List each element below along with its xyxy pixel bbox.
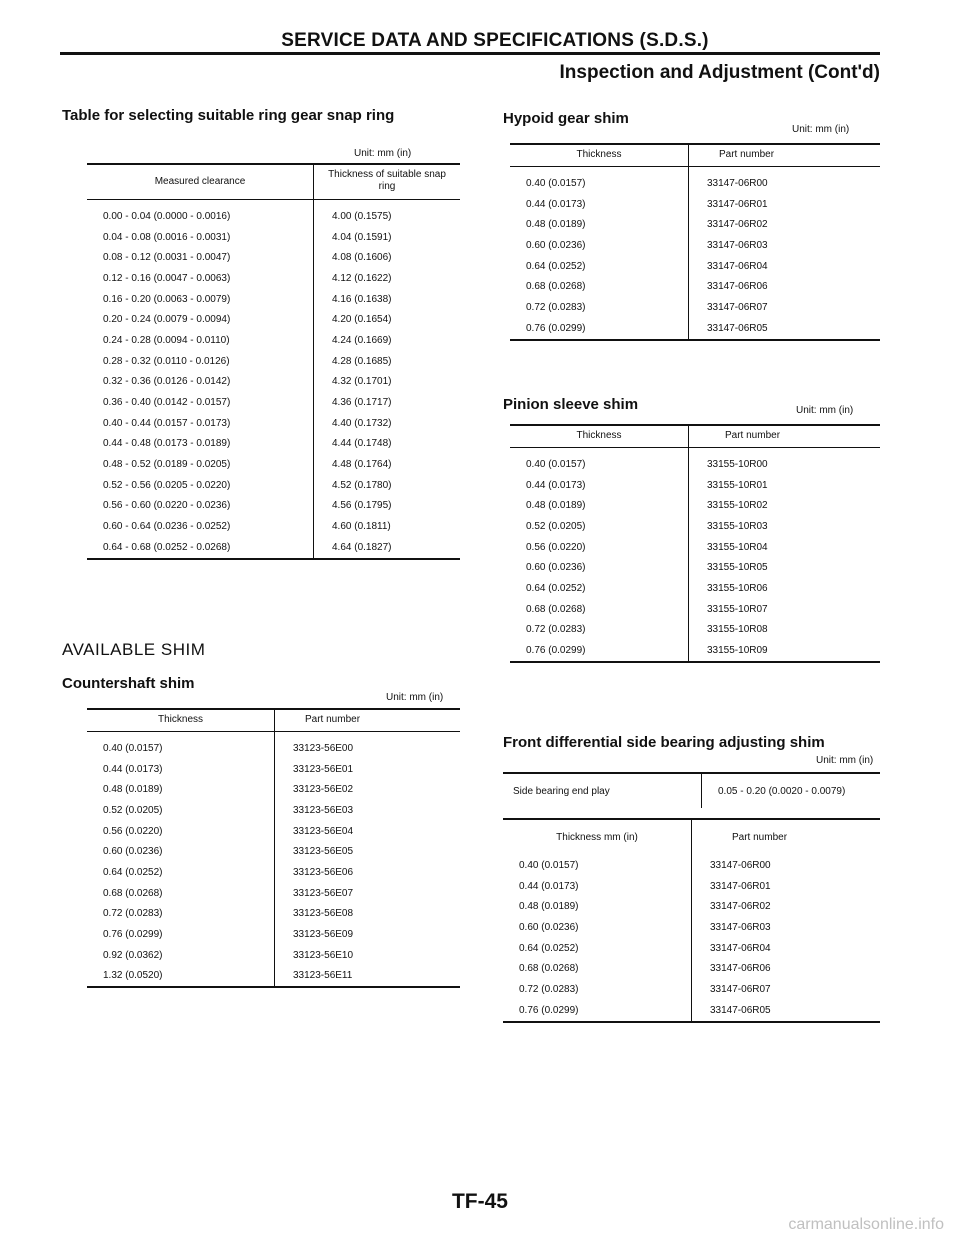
cell-col1: 0.68 (0.0268) [87, 883, 275, 904]
cell-col1: 0.60 (0.0236) [510, 235, 689, 256]
cell-col2: 33147-06R02 [707, 219, 768, 231]
available-shim-heading: AVAILABLE SHIM [62, 640, 206, 659]
cell-col2: 4.60 (0.1811) [332, 521, 391, 533]
cell-col2: 33155-10R08 [707, 624, 768, 636]
pinion-sleeve-unit: Unit: mm (in) [796, 405, 854, 416]
table-row [510, 214, 880, 235]
cell-col2: 4.52 (0.1780) [332, 479, 392, 491]
hypoid-shim-table [510, 143, 880, 341]
table-row [510, 620, 880, 641]
cell-col1: 0.44 (0.0173) [87, 759, 275, 780]
cell-col1: 0.20 - 0.24 (0.0079 - 0.0094) [87, 309, 314, 330]
table-row [503, 979, 880, 1000]
cell-col1: 0.40 (0.0157) [510, 167, 689, 194]
header-thickness: Thickness [510, 426, 689, 448]
cell-col2: 33147-06R01 [707, 198, 768, 210]
table-row [503, 1000, 880, 1021]
cell-col2: 33147-06R00 [710, 859, 771, 871]
cell-col2: 33147-06R04 [710, 942, 771, 954]
cell-col1: 0.16 - 0.20 (0.0063 - 0.0079) [87, 289, 314, 310]
cell-col2: 33155-10R07 [707, 603, 768, 615]
cell-col2: 33147-06R03 [707, 239, 768, 251]
cell-col1: 0.76 (0.0299) [510, 640, 689, 661]
cell-col1: 0.60 (0.0236) [87, 841, 275, 862]
cell-col2: 4.24 (0.1669) [332, 334, 392, 346]
table-row [87, 351, 460, 372]
header-snap-ring-thickness: Thickness of suitable snap ring [314, 165, 461, 200]
table-row [87, 862, 460, 883]
cell-col2: 33147-06R05 [710, 1004, 771, 1016]
cell-col1: 1.32 (0.0520) [87, 966, 275, 987]
cell-col1: 0.12 - 0.16 (0.0047 - 0.0063) [87, 268, 314, 289]
cell-col1: 0.72 (0.0283) [510, 297, 689, 318]
hypoid-shim-title: Hypoid gear shim [503, 110, 629, 127]
front-diff-shim-table-body [503, 849, 880, 1021]
watermark: carmanualsonline.info [788, 1216, 944, 1233]
table-row [87, 372, 460, 393]
snap-ring-table [87, 163, 460, 560]
cell-col2: 33147-06R01 [710, 880, 771, 892]
cell-col1: 0.48 (0.0189) [510, 495, 689, 516]
cell-col1: 0.48 (0.0189) [87, 779, 275, 800]
cell-col2: 33147-06R04 [707, 260, 768, 272]
table-row [87, 924, 460, 945]
cell-col1: 0.08 - 0.12 (0.0031 - 0.0047) [87, 247, 314, 268]
cell-col1: 0.56 - 0.60 (0.0220 - 0.0236) [87, 496, 314, 517]
cell-col2: 4.16 (0.1638) [332, 293, 392, 305]
table-row [87, 268, 460, 289]
table-row [87, 821, 460, 842]
header-part-number: Part number [275, 710, 461, 732]
cell-col1: 0.04 - 0.08 (0.0016 - 0.0031) [87, 227, 314, 248]
table-row [510, 475, 880, 496]
table-row [87, 227, 460, 248]
table-row [510, 640, 880, 661]
table-row [503, 876, 880, 897]
cell-col1: 0.64 (0.0252) [87, 862, 275, 883]
table-row [87, 496, 460, 517]
cell-col1: 0.52 (0.0205) [87, 800, 275, 821]
table-row [87, 732, 460, 759]
table-row [87, 779, 460, 800]
table-row [87, 945, 460, 966]
cell-col2: 33147-06R06 [710, 963, 771, 975]
snap-ring-unit: Unit: mm (in) [354, 148, 412, 159]
cell-col1: 0.44 (0.0173) [510, 194, 689, 215]
cell-col2: 4.32 (0.1701) [332, 376, 392, 388]
cell-col2: 33123-56E09 [293, 929, 354, 941]
table-row [87, 454, 460, 475]
cell-col2: 33155-10R02 [707, 500, 768, 512]
cell-col1: 0.36 - 0.40 (0.0142 - 0.0157) [87, 392, 314, 413]
cell-col2: 4.28 (0.1685) [332, 355, 392, 367]
cell-col1: 0.52 (0.0205) [510, 516, 689, 537]
page-number: TF-45 [451, 1190, 508, 1213]
cell-col2: 33155-10R01 [707, 479, 768, 491]
table-row [87, 800, 460, 821]
cell-col1: 0.28 - 0.32 (0.0110 - 0.0126) [87, 351, 314, 372]
table-row [510, 599, 880, 620]
table-row [510, 318, 880, 339]
table-row [87, 537, 460, 558]
cell-col2: 33147-06R03 [710, 921, 771, 933]
cell-col1: 0.32 - 0.36 (0.0126 - 0.0142) [87, 372, 314, 393]
hypoid-unit: Unit: mm (in) [792, 124, 850, 135]
cell-col1: 0.24 - 0.28 (0.0094 - 0.0110) [87, 330, 314, 351]
page-header-title: SERVICE DATA AND SPECIFICATIONS (S.D.S.) [281, 30, 709, 51]
table-row [87, 289, 460, 310]
table-row [87, 475, 460, 496]
cell-col2: 4.04 (0.1591) [332, 231, 392, 243]
snap-ring-table-body [87, 200, 460, 558]
cell-col2: 33123-56E05 [293, 846, 354, 858]
header-measured-clearance: Measured clearance [87, 165, 314, 200]
cell-col1: 0.40 - 0.44 (0.0157 - 0.0173) [87, 413, 314, 434]
cell-col2: 33123-56E00 [293, 742, 354, 754]
cell-col1: 0.60 (0.0236) [503, 917, 692, 938]
front-diff-shim-table [503, 818, 880, 1023]
table-row [87, 966, 460, 987]
table-row [510, 448, 880, 475]
page-subtitle: Inspection and Adjustment (Cont'd) [559, 62, 880, 83]
cell-col2: 4.48 (0.1764) [332, 459, 392, 471]
table-row [510, 297, 880, 318]
cell-col2: 33155-10R09 [707, 645, 768, 657]
cell-col1: 0.76 (0.0299) [510, 318, 689, 339]
cell-col1: 0.72 (0.0283) [510, 620, 689, 641]
cell-col1: 0.48 (0.0189) [503, 896, 692, 917]
cell-col1: 0.40 (0.0157) [503, 849, 692, 876]
cell-col2: 33147-06R02 [710, 901, 771, 913]
cell-col2: 4.00 (0.1575) [332, 210, 392, 222]
table-row [503, 896, 880, 917]
snap-ring-table-title: Table for selecting suitable ring gear snap ring [62, 107, 395, 124]
table-row [87, 200, 460, 227]
cell-col2: 33123-56E01 [293, 763, 354, 775]
cell-col2: 33123-56E11 [293, 970, 353, 982]
table-row [510, 516, 880, 537]
cell-col1: 0.64 (0.0252) [510, 256, 689, 277]
cell-col1: 0.48 (0.0189) [510, 214, 689, 235]
table-row [510, 537, 880, 558]
header-part-number: Part number [689, 426, 881, 448]
cell-col1: 0.64 (0.0252) [510, 578, 689, 599]
table-row [510, 557, 880, 578]
cell-col2: 4.36 (0.1717) [332, 397, 392, 409]
cell-col2: 33155-10R04 [707, 541, 768, 553]
cell-col2: 4.44 (0.1748) [332, 438, 392, 450]
cell-col2: 33147-06R05 [707, 322, 768, 334]
end-play-row [503, 772, 880, 808]
table-row [87, 434, 460, 455]
table-row [503, 938, 880, 959]
header-thickness: Thickness [510, 145, 689, 167]
cell-col2: 33155-10R05 [707, 562, 768, 574]
hypoid-shim-table-body [510, 167, 880, 339]
cell-col2: 4.08 (0.1606) [332, 252, 392, 264]
cell-col2: 33155-10R06 [707, 582, 768, 594]
cell-col1: 0.76 (0.0299) [503, 1000, 692, 1021]
header-rule [60, 52, 880, 55]
cell-col1: 0.72 (0.0283) [87, 904, 275, 925]
countershaft-shim-table [87, 708, 460, 988]
cell-col1: 0.56 (0.0220) [87, 821, 275, 842]
table-row [87, 759, 460, 780]
end-play-value: 0.05 - 0.20 (0.0020 - 0.0079) [718, 786, 846, 797]
countershaft-shim-table-body [87, 732, 460, 987]
end-play-label: Side bearing end play [503, 774, 702, 808]
pinion-sleeve-shim-table-body [510, 448, 880, 661]
table-row [510, 495, 880, 516]
cell-col2: 4.20 (0.1654) [332, 314, 392, 326]
table-row [87, 330, 460, 351]
cell-col2: 33155-10R00 [707, 458, 768, 470]
table-row [87, 392, 460, 413]
front-diff-shim-title: Front differential side bearing adjusting shim [503, 734, 825, 751]
cell-col1: 0.44 - 0.48 (0.0173 - 0.0189) [87, 434, 314, 455]
table-row [87, 841, 460, 862]
cell-col2: 4.12 (0.1622) [332, 272, 392, 284]
cell-col2: 4.40 (0.1732) [332, 417, 392, 429]
cell-col2: 33123-56E07 [293, 887, 354, 899]
cell-col1: 0.72 (0.0283) [503, 979, 692, 1000]
cell-col1: 0.64 (0.0252) [503, 938, 692, 959]
cell-col1: 0.00 - 0.04 (0.0000 - 0.0016) [87, 200, 314, 227]
table-row [87, 247, 460, 268]
cell-col2: 33147-06R06 [707, 281, 768, 293]
table-row [510, 276, 880, 297]
cell-col1: 0.76 (0.0299) [87, 924, 275, 945]
cell-col1: 0.52 - 0.56 (0.0205 - 0.0220) [87, 475, 314, 496]
cell-col2: 33147-06R07 [707, 301, 768, 313]
cell-col1: 0.44 (0.0173) [503, 876, 692, 897]
pinion-sleeve-shim-table [510, 424, 880, 663]
cell-col1: 0.64 - 0.68 (0.0252 - 0.0268) [87, 537, 314, 558]
cell-col1: 0.44 (0.0173) [510, 475, 689, 496]
table-row [503, 849, 880, 876]
table-row [510, 167, 880, 194]
cell-col2: 33123-56E03 [293, 804, 354, 816]
cell-col2: 33155-10R03 [707, 520, 768, 532]
cell-col1: 0.92 (0.0362) [87, 945, 275, 966]
cell-col1: 0.48 - 0.52 (0.0189 - 0.0205) [87, 454, 314, 475]
table-row [87, 413, 460, 434]
table-row [87, 516, 460, 537]
header-part-number: Part number [732, 832, 788, 843]
cell-col1: 0.68 (0.0268) [510, 276, 689, 297]
cell-col1: 0.68 (0.0268) [510, 599, 689, 620]
front-diff-unit: Unit: mm (in) [816, 755, 874, 766]
cell-col2: 33123-56E02 [293, 784, 354, 796]
cell-col1: 0.40 (0.0157) [87, 732, 275, 759]
header-thickness: Thickness mm (in) [503, 820, 692, 849]
table-row [510, 194, 880, 215]
table-row [510, 578, 880, 599]
cell-col2: 4.64 (0.1827) [332, 541, 392, 553]
cell-col2: 33123-56E10 [293, 949, 354, 961]
cell-col2: 33123-56E04 [293, 825, 354, 837]
table-row [510, 256, 880, 277]
table-row [503, 917, 880, 938]
cell-col1: 0.68 (0.0268) [503, 958, 692, 979]
cell-col2: 33123-56E06 [293, 866, 354, 878]
table-row [503, 958, 880, 979]
table-row [510, 235, 880, 256]
header-part-number: Part number [689, 145, 881, 167]
table-row [87, 904, 460, 925]
countershaft-shim-title: Countershaft shim [62, 675, 195, 692]
table-row [87, 309, 460, 330]
cell-col1: 0.56 (0.0220) [510, 537, 689, 558]
cell-col2: 33147-06R00 [707, 177, 768, 189]
table-row [87, 883, 460, 904]
cell-col1: 0.60 (0.0236) [510, 557, 689, 578]
cell-col1: 0.60 - 0.64 (0.0236 - 0.0252) [87, 516, 314, 537]
header-thickness: Thickness [87, 710, 275, 732]
pinion-sleeve-shim-title: Pinion sleeve shim [503, 396, 639, 413]
cell-col1: 0.40 (0.0157) [510, 448, 689, 475]
cell-col2: 4.56 (0.1795) [332, 500, 392, 512]
cell-col2: 33123-56E08 [293, 908, 354, 920]
countershaft-unit: Unit: mm (in) [386, 692, 444, 703]
cell-col2: 33147-06R07 [710, 983, 771, 995]
